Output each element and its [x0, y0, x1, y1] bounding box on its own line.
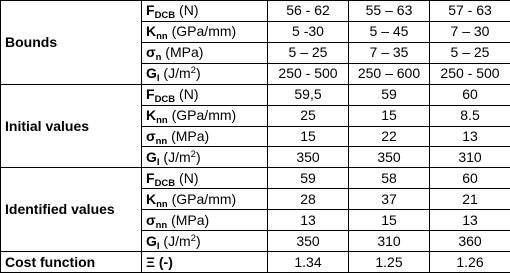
- value-cell: 56 - 62: [268, 1, 349, 22]
- value-cell: 13: [430, 210, 510, 231]
- value-cell: 15: [268, 126, 349, 147]
- value-cell: 15: [349, 210, 430, 231]
- parameter-cell: [142, 84, 268, 105]
- parameter-subscript: I: [156, 240, 160, 252]
- value-cell: 250 – 600: [349, 63, 430, 84]
- parameter-symbol: σ: [146, 127, 156, 144]
- value-cell: 13: [268, 210, 349, 231]
- value-cell: 5 -30: [268, 21, 349, 42]
- parameter-symbol: F: [146, 169, 155, 186]
- parameter-cell: [142, 63, 268, 84]
- value-cell: 15: [349, 105, 430, 126]
- parameter-unit: (MPa): [161, 44, 204, 61]
- parameter-unit: (J/m: [159, 148, 191, 165]
- value-cell: 1.25: [349, 252, 430, 273]
- parameter-symbol: G: [146, 65, 157, 82]
- parameter-unit-close: ): [195, 65, 201, 82]
- parameter-cell: [142, 147, 268, 168]
- parameter-unit-close: ): [195, 148, 201, 165]
- value-cell: 59,5: [268, 84, 349, 105]
- value-cell: 60: [430, 168, 510, 189]
- value-cell: 350: [268, 147, 349, 168]
- value-cell: 7 – 35: [349, 42, 430, 63]
- parameter-cell: [142, 126, 268, 147]
- parameter-cell: [142, 21, 268, 42]
- parameter-subscript: nn: [156, 198, 168, 210]
- parameter-cell: [142, 42, 268, 63]
- parameter-unit: (N): [175, 86, 199, 103]
- value-cell: 13: [430, 126, 510, 147]
- parameter-cell: [142, 210, 268, 231]
- value-cell: 55 – 63: [349, 1, 430, 22]
- table-row: [1, 168, 510, 189]
- value-cell: 58: [349, 168, 430, 189]
- parameter-unit: (MPa): [167, 127, 210, 144]
- value-cell: 21: [430, 189, 510, 210]
- parameter-unit-exponent: 2: [190, 148, 196, 160]
- parameter-symbol: σ: [146, 211, 156, 228]
- value-cell: 57 - 63: [430, 1, 510, 22]
- value-cell: 59: [268, 168, 349, 189]
- parameter-subscript: DCB: [154, 10, 176, 22]
- parameter-cell: [142, 189, 268, 210]
- parameter-cell: [142, 231, 268, 252]
- value-cell: 310: [430, 147, 510, 168]
- parameter-symbol: σ: [146, 44, 156, 61]
- parameter-subscript: I: [156, 73, 160, 85]
- parameter-symbol: F: [146, 2, 155, 19]
- parameter-subscript: n: [155, 52, 162, 64]
- value-cell: 310: [349, 231, 430, 252]
- parameter-subscript: I: [156, 156, 160, 168]
- value-cell: 1.34: [268, 252, 349, 273]
- parameter-unit: (MPa): [167, 211, 210, 228]
- value-cell: 7 – 30: [430, 21, 510, 42]
- value-cell: 60: [430, 84, 510, 105]
- parameter-symbol: G: [146, 148, 157, 165]
- parameter-symbol: K: [146, 23, 157, 40]
- group-label: Identified values: [1, 168, 142, 252]
- value-cell: 37: [349, 189, 430, 210]
- cost-function-label: Cost function: [1, 252, 142, 273]
- value-cell: 22: [349, 126, 430, 147]
- value-cell: 59: [349, 84, 430, 105]
- group-label: Initial values: [1, 84, 142, 168]
- value-cell: 28: [268, 189, 349, 210]
- parameter-cell: [142, 1, 268, 22]
- parameter-unit: (GPa/mm): [167, 190, 237, 207]
- parameter-unit: (GPa/mm): [167, 23, 237, 40]
- parameter-symbol: G: [146, 232, 157, 249]
- parameter-symbol: K: [146, 190, 157, 207]
- parameter-symbol: K: [146, 107, 157, 124]
- parameter-subscript: nn: [155, 135, 168, 147]
- parameter-subscript: DCB: [154, 177, 176, 189]
- cost-function-row: [1, 252, 510, 273]
- group-label: Bounds: [1, 1, 142, 85]
- value-cell: 360: [430, 231, 510, 252]
- parameter-unit: (N): [175, 2, 199, 19]
- parameter-unit: (GPa/mm): [167, 107, 237, 124]
- parameter-unit-exponent: 2: [190, 65, 196, 77]
- parameter-unit: (J/m: [159, 232, 191, 249]
- value-cell: 350: [268, 231, 349, 252]
- value-cell: 5 – 25: [430, 42, 510, 63]
- value-cell: 5 – 25: [268, 42, 349, 63]
- value-cell: 8.5: [430, 105, 510, 126]
- parameter-unit: (J/m: [159, 65, 191, 82]
- value-cell: 1.26: [430, 252, 510, 273]
- parameter-cell: [142, 105, 268, 126]
- parameter-subscript: nn: [155, 219, 168, 231]
- table-row: [1, 1, 510, 22]
- parameter-cell: [142, 168, 268, 189]
- table-row: [1, 84, 510, 105]
- value-cell: 25: [268, 105, 349, 126]
- parameter-symbol: F: [146, 86, 155, 103]
- parameter-subscript: nn: [156, 31, 168, 43]
- value-cell: 350: [349, 147, 430, 168]
- cost-function-symbol: Ξ (-): [142, 252, 268, 273]
- parameter-subscript: nn: [156, 115, 168, 127]
- value-cell: 250 - 500: [430, 63, 510, 84]
- parameters-table-body: [1, 1, 510, 273]
- parameter-unit-close: ): [195, 232, 201, 249]
- parameter-subscript: DCB: [154, 94, 176, 106]
- value-cell: 5 – 45: [349, 21, 430, 42]
- value-cell: 250 - 500: [268, 63, 349, 84]
- parameter-unit-exponent: 2: [190, 232, 196, 244]
- parameter-unit: (N): [175, 169, 199, 186]
